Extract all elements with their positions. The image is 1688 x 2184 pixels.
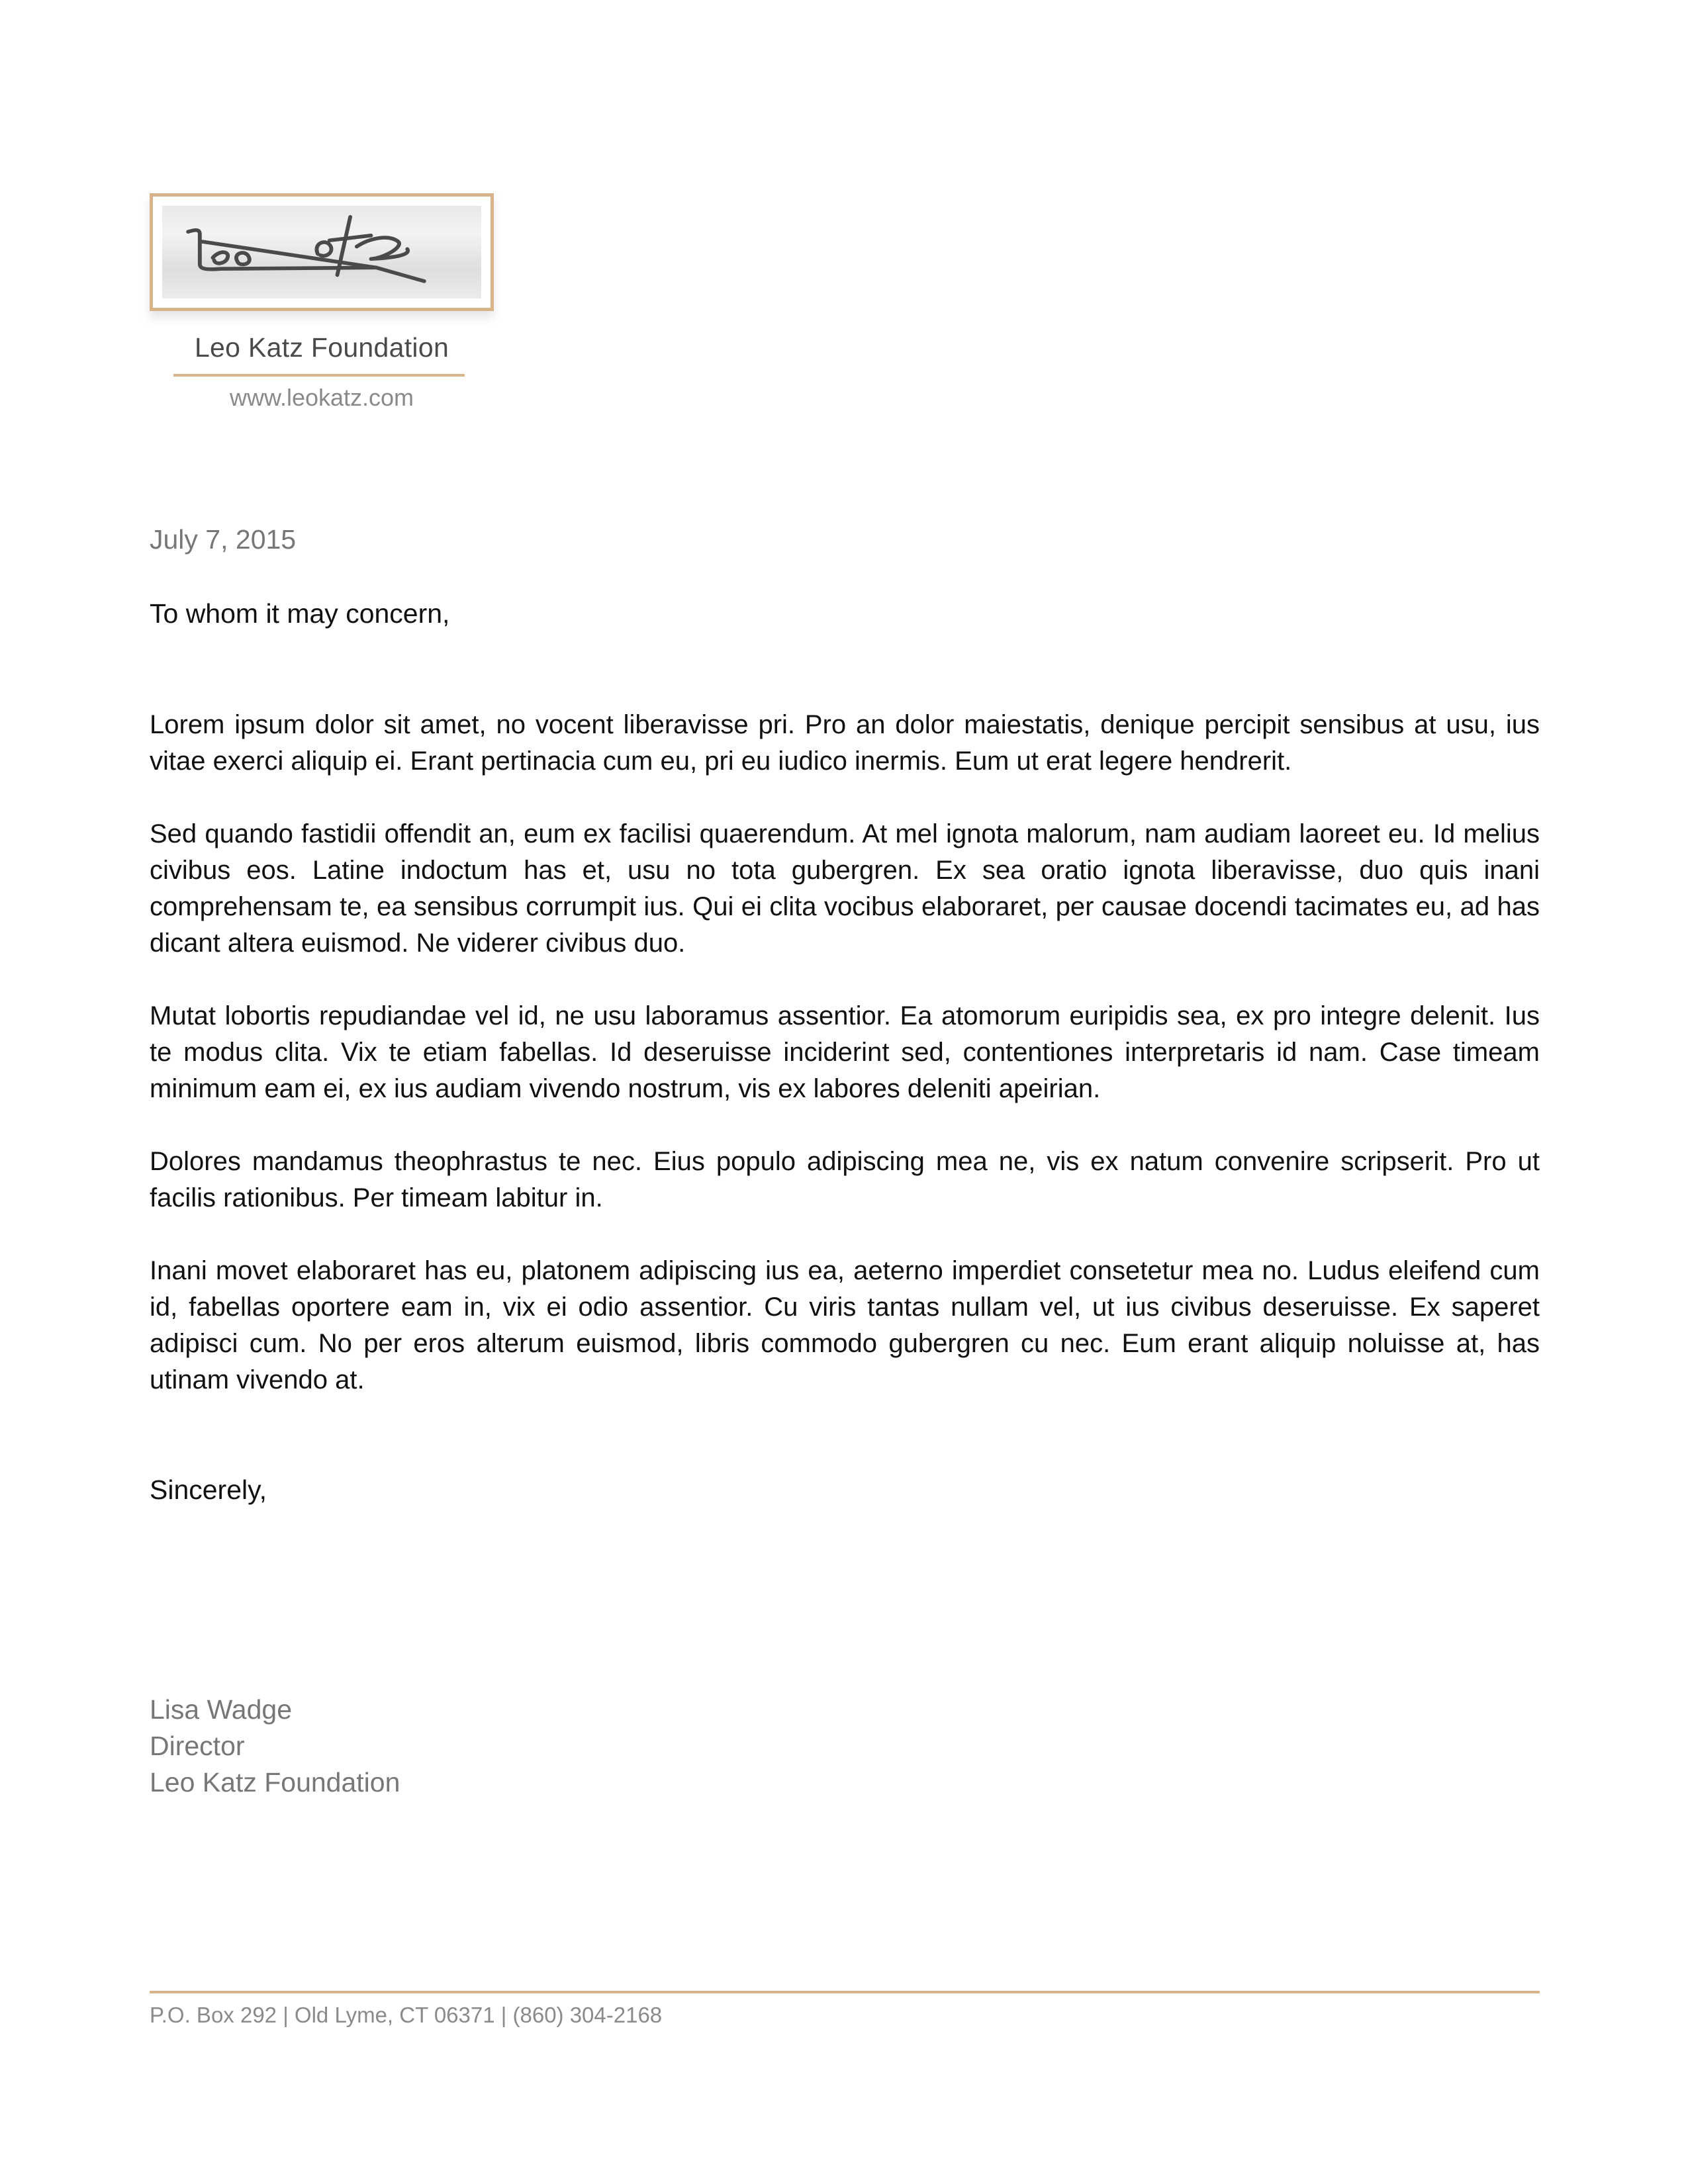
letter-salutation: To whom it may concern,	[150, 598, 450, 629]
letter-date: July 7, 2015	[150, 524, 297, 555]
footer-contact-line: P.O. Box 292 | Old Lyme, CT 06371 | (860) 304-2168	[150, 2003, 663, 2027]
letterhead-divider	[173, 374, 465, 377]
letter-closing: Sincerely,	[150, 1475, 267, 1505]
body-paragraph: Mutat lobortis repudiandae vel id, ne usu laboramus assentior. Ea atomorum euripidis sea, ex pro integre delenit. Ius te modus clita. Vix te etiam fabellas. Id deseruisse inciderint sed, contentiones interpretaris id nam. Case timeam minimum eam ei, ex ius audiam vivendo nostrum, vis ex labores deleniti apeirian.	[150, 1001, 1540, 1103]
body-paragraph: Lorem ipsum dolor sit amet, no vocent liberavisse pri. Pro an dolor maiestatis, denique percipit sensibus at usu, ius vitae exerci aliquip ei. Erant pertinacia cum eu, pri eu iudico inermis. Eum ut erat legere hendrerit.	[150, 710, 1540, 776]
letterhead-org-name: Leo Katz Foundation	[194, 332, 449, 363]
signature-logo-image	[162, 206, 481, 298]
letterhead-website: www.leokatz.com	[229, 384, 414, 411]
body-paragraph: Dolores mandamus theophrastus te nec. Eius populo adipiscing mea ne, vis ex natum convenire scripserit. Pro ut facilis rationibus. Per timeam labitur in.	[150, 1147, 1540, 1212]
body-paragraph: Inani movet elaboraret has eu, platonem adipiscing ius ea, aeterno imperdiet consetetur mea no. Ludus eleifend cum id, fabellas oportere eam in, vix ei odio assentior. Cu viris tantas nullam vel, ut ius civibus deseruisse. Ex saperet adipisci cum. No per eros alterum euismod, libris commodo gubergren cu nec. Eum erant aliquip noluisse at, has utinam vivendo at.	[150, 1256, 1540, 1394]
footer-divider	[150, 1991, 1540, 1993]
signatory-name: Lisa Wadge	[150, 1694, 292, 1725]
letter-body	[150, 707, 1540, 1435]
body-paragraph: Sed quando fastidii offendit an, eum ex facilisi quaerendum. At mel ignota malorum, nam audiam laoreet eu. Id melius civibus eos. Latine indoctum has et, usu no tota gubergren. Ex sea oratio ignota liberavisse, duo quis inani comprehensam te, ea sensibus corrumpit ius. Qui ei clita vocibus elaboraret, per causae docendi tacimates eu, ad has dicant altera euismod. Ne viderer civibus duo.	[150, 819, 1540, 958]
foundation-logo	[150, 193, 494, 311]
signature-icon	[162, 206, 481, 298]
signatory-block	[150, 1692, 400, 1801]
signatory-organization: Leo Katz Foundation	[150, 1767, 400, 1797]
signatory-title: Director	[150, 1731, 245, 1761]
